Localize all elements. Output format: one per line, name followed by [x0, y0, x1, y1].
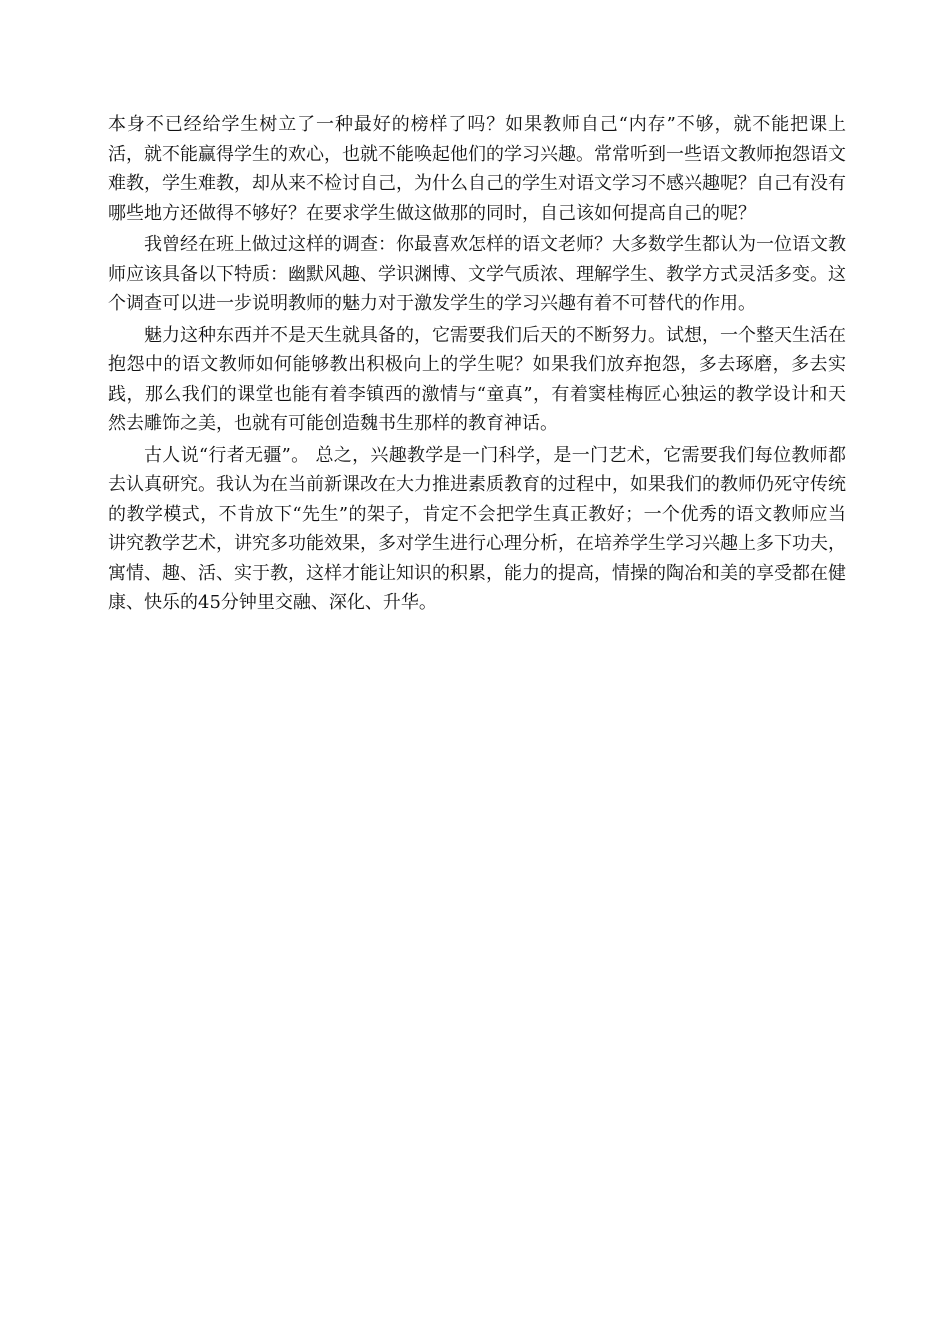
paragraph-continuation: 本身不已经给学生树立了一种最好的榜样了吗？如果教师自己“内存”不够，就不能把课上活，就不能赢得学生的欢心，也就不能唤起他们的学习兴趣。常常听到一些语文教师抱怨语文难教，学生难教，却从来不检讨自己，为什么自己的学生对语文学习不感兴趣呢？自己有没有哪些地方还做得不够好？在要求学生做这做那的同时，自己该如何提高自己的呢？: [108, 114, 846, 224]
paragraph-survey: 我曾经在班上做过这样的调查：你最喜欢怎样的语文老师？大多数学生都认为一位语文教师应该具备以下特质：幽默风趣、学识渊博、文学气质浓、理解学生、教学方式灵活多变。这个调查可以进一步说明教师的魅力对于激发学生的学习兴趣有着不可替代的作用。: [108, 234, 846, 314]
paragraph-conclusion: 古人说“行者无疆”。 总之，兴趣教学是一门科学，是一门艺术，它需要我们每位教师都去认真研究。我认为在当前新课改在大力推进素质教育的过程中，如果我们的教师仍死守传统的教学模式，不肯放下“先生”的架子，肯定不会把学生真正教好；一个优秀的语文教师应当讲究教学艺术，讲究多功能效果，多对学生进行心理分析，在培养学生学习兴趣上多下功夫，寓情、趣、活、实于教，这样才能让知识的积累，能力的提高，情操的陶冶和美的享受都在健康、快乐的45分钟里交融、深化、升华。: [108, 444, 846, 613]
document-body: [108, 110, 846, 618]
paragraph-charisma: 魅力这种东西并不是天生就具备的，它需要我们后天的不断努力。试想，一个整天生活在抱怨中的语文教师如何能够教出积极向上的学生呢？如果我们放弃抱怨，多去琢磨，多去实践，那么我们的课堂也能有着李镇西的激情与“童真”，有着窦桂梅匠心独运的教学设计和天然去雕饰之美，也就有可能创造魏书生那样的教育神话。: [108, 324, 846, 434]
